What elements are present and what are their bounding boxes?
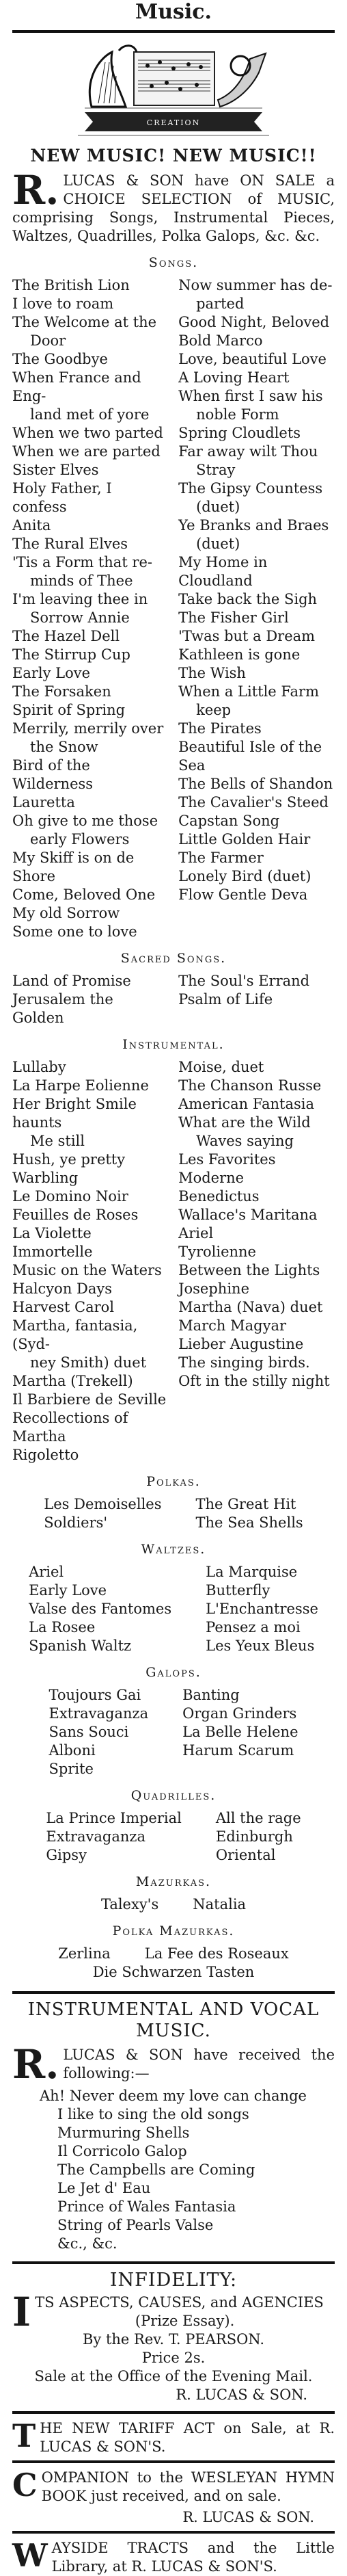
list-item: Stray — [196, 462, 236, 478]
list-item: Flow Gentle Deva — [178, 886, 308, 903]
list-item: the Snow — [30, 739, 98, 755]
list-item: Martha (Trekell) — [12, 1373, 133, 1389]
list-item: Lonely Bird (duet) — [178, 868, 311, 884]
list-item: Oft in the stilly night — [178, 1373, 330, 1389]
list-item: Moise, duet — [178, 1059, 264, 1075]
instruments-icon — [71, 38, 276, 140]
waltzes-list — [12, 1563, 335, 1655]
list-item: Sans Souci — [48, 1724, 129, 1740]
infidelity-line1: TS ASPECTS, CAUSES, and AGENCIES — [35, 2294, 324, 2311]
infidelity-price: Price 2s. — [141, 2350, 206, 2366]
tariff-dropcap: T — [12, 2417, 36, 2454]
list-item: Harum Scarum — [182, 1742, 294, 1759]
list-item: Merrily, merrily over — [12, 720, 164, 737]
list-item: Il Barbiere de Seville — [12, 1391, 167, 1408]
list-item: Psalm of Life — [178, 991, 273, 1008]
list-item: March Magyar — [178, 1317, 287, 1334]
list-item: Ah! Never deem my love can change — [40, 2088, 307, 2104]
list-item: Music on the Waters — [12, 1262, 162, 1278]
list-item: Murmuring Shells — [57, 2125, 190, 2141]
list-item: The Wish — [178, 665, 246, 681]
quadrilles-left-column — [46, 1809, 182, 1865]
waltzes-heading: Waltzes. — [141, 1542, 206, 1557]
songs-list — [12, 276, 335, 941]
infidelity-title: INFIDELITY: — [109, 2270, 238, 2291]
list-item: My Home in Cloudland — [178, 554, 268, 589]
list-item: Les Favorites Moderne — [178, 1151, 276, 1186]
list-item: Benedictus — [178, 1188, 260, 1205]
intro-paragraph — [12, 167, 335, 246]
galops-right-column — [182, 1686, 298, 1778]
list-item: Spirit of Spring — [12, 702, 126, 718]
list-item: Oh give to me those — [12, 813, 158, 829]
list-item: Talexy's — [100, 1896, 159, 1913]
polka-mazurkas-right-column — [145, 1945, 289, 1963]
instrumental-ad-text: LUCAS & SON have received the following:— — [63, 2047, 335, 2081]
list-item: 'Twas but a Dream — [178, 628, 316, 644]
intro-dropcap: R. — [12, 167, 59, 213]
list-item: Alboni — [48, 1742, 96, 1759]
list-item: Early Love — [29, 1582, 107, 1599]
list-item: When France and Eng- — [12, 369, 141, 404]
polka-mazurkas-left-column — [58, 1945, 111, 1963]
waltzes-right-column — [206, 1563, 318, 1655]
list-item: Beautiful Isle of the Sea — [178, 739, 322, 774]
list-item: Edinburgh — [215, 1828, 293, 1845]
list-item: The Cavalier's Steed — [178, 794, 329, 811]
list-item: Recollections of Martha — [12, 1410, 128, 1445]
list-item: Valse des Fantomes — [29, 1601, 172, 1617]
list-item: 'Tis a Form that re- — [12, 554, 152, 570]
list-item: Prince of Wales Fantasia — [57, 2198, 236, 2215]
list-item: Far away wilt Thou — [178, 443, 318, 460]
list-item: Oriental — [215, 1847, 276, 1863]
list-item: The Gipsy Countess — [178, 480, 323, 497]
hymn-seller: R. LUCAS & SON. — [182, 2509, 314, 2525]
list-item: When a Little Farm — [178, 683, 320, 700]
list-item: &c., &c. — [57, 2235, 117, 2252]
infidelity-sale: Sale at the Office of the Evening Mail. — [34, 2368, 313, 2384]
list-item: Les Yeux Bleus — [206, 1638, 315, 1654]
list-item: The Hazel Dell — [12, 628, 120, 644]
list-item: Door — [30, 332, 66, 349]
divider — [12, 2411, 335, 2414]
list-item: minds of Thee — [30, 573, 133, 589]
list-item: What are the Wild — [178, 1114, 311, 1131]
list-item: The Welcome at the — [12, 314, 157, 330]
list-item: Tyrolienne — [178, 1244, 256, 1260]
list-item: I'm leaving thee in — [12, 591, 148, 607]
list-item: Josephine — [178, 1280, 249, 1297]
list-item: La Marquise — [206, 1564, 298, 1580]
music-banner-illustration — [12, 37, 335, 141]
list-item: early Flowers — [30, 831, 130, 847]
list-item: The Chanson Russe — [178, 1077, 322, 1094]
hymn-ad — [12, 2469, 335, 2527]
list-item: ney Smith) duet — [30, 1354, 147, 1371]
list-item: Me still — [30, 1133, 85, 1149]
polka-mazurkas-list — [12, 1945, 335, 1963]
list-item: Love, beautiful Love — [178, 351, 327, 367]
instrumental-ad-dropcap: R. — [12, 2041, 59, 2088]
mazurkas-right-column — [193, 1895, 246, 1914]
list-item: Il Corricolo Galop — [57, 2143, 187, 2159]
list-item: keep — [196, 702, 232, 718]
list-item: Early Love — [12, 665, 91, 681]
section-header: Music. — [135, 0, 212, 24]
list-item: Gipsy — [46, 1847, 87, 1863]
intro-text: LUCAS & SON have ON SALE a CHOICE SELECTION of MUSIC, comprising Songs, Instrumental Pieces, Waltzes, Quadrilles, Polka Galops, &c. &c. — [12, 172, 335, 244]
list-item: Some one to love — [12, 923, 137, 940]
quadrilles-right-column — [216, 1809, 301, 1865]
list-item: Now summer has de- — [178, 277, 333, 293]
list-item: La Rosee — [29, 1619, 96, 1635]
list-item: String of Pearls Valse — [57, 2217, 214, 2233]
hymn-dropcap: C — [12, 2467, 38, 2503]
songs-heading: Songs. — [148, 255, 199, 270]
list-item: Butterfly — [206, 1582, 270, 1599]
list-item: La Violette Immortelle — [12, 1225, 93, 1260]
svg-text:CREATION: CREATION — [146, 118, 201, 127]
list-item: Banting — [182, 1687, 240, 1703]
list-item: Lieber Augustine — [178, 1336, 304, 1352]
infidelity-author: By the Rev. T. PEARSON. — [82, 2331, 265, 2348]
list-item: La Fee des Roseaux — [144, 1945, 289, 1962]
list-item: When first I saw his — [178, 388, 323, 404]
list-item: The Campbells are Coming — [57, 2161, 255, 2178]
list-item: Her Bright Smile haunts — [12, 1096, 137, 1131]
list-item: Anita — [12, 517, 51, 534]
mazurkas-left-column — [101, 1895, 158, 1914]
polkas-list — [12, 1495, 335, 1532]
list-item: La Prince Imperial — [46, 1810, 182, 1826]
wayside-dropcap: W — [12, 2537, 48, 2574]
divider — [12, 1991, 335, 1994]
list-item: Good Night, Beloved — [178, 314, 330, 330]
list-item: La Belle Helene — [182, 1724, 299, 1740]
galops-left-column — [48, 1686, 148, 1778]
list-item: Lauretta — [12, 794, 75, 811]
list-item: Lullaby — [12, 1059, 66, 1075]
songs-right-column — [178, 276, 335, 941]
polkas-right-column — [196, 1495, 303, 1532]
galops-heading: Galops. — [145, 1665, 202, 1680]
infidelity-dropcap: I — [12, 2289, 31, 2335]
list-item: All the rage — [215, 1810, 301, 1826]
list-item: Spring Cloudlets — [178, 425, 301, 441]
infidelity-seller: R. LUCAS & SON. — [176, 2387, 307, 2403]
list-item: I love to roam — [12, 295, 114, 312]
instrumental-ad-items — [40, 2087, 335, 2253]
list-item: The Stirrup Cup — [12, 646, 130, 663]
list-item: The Bells of Shandon — [178, 776, 333, 792]
list-item: A Loving Heart — [178, 369, 290, 386]
list-item: Zerlina — [58, 1945, 111, 1962]
list-item: Between the Lights — [178, 1262, 320, 1278]
list-item: Les Demoiselles — [44, 1496, 162, 1512]
songs-left-column — [12, 276, 169, 941]
list-item: Hush, ye pretty Warbling — [12, 1151, 126, 1186]
sacred-list — [12, 972, 335, 1027]
list-item: My Skiff is on de Shore — [12, 850, 135, 884]
waltzes-left-column — [29, 1563, 171, 1655]
list-item: (duet) — [196, 499, 240, 515]
instrumental-heading: Instrumental. — [122, 1037, 225, 1052]
sacred-left-column — [12, 972, 169, 1027]
list-item: Spanish Waltz — [29, 1638, 132, 1654]
list-item: American Fantasia — [178, 1096, 314, 1112]
list-item: Capstan Song — [178, 813, 280, 829]
list-item: The Forsaken — [12, 683, 111, 700]
list-item: Harvest Carol — [12, 1299, 115, 1315]
list-item: Holy Father, I confess — [12, 480, 112, 515]
divider — [12, 2460, 335, 2463]
list-item: Extravaganza — [46, 1828, 145, 1845]
polkas-left-column — [44, 1495, 161, 1532]
list-item: Bold Marco — [178, 332, 263, 349]
instrumental-ad-title: INSTRUMENTAL AND VOCAL MUSIC. — [27, 1999, 320, 2041]
list-item: Natalia — [193, 1896, 247, 1913]
instrumental-ad-body — [12, 2041, 335, 2088]
list-item: I like to sing the old songs — [57, 2106, 249, 2122]
instrumental-left-column — [12, 1058, 169, 1464]
list-item: (duet) — [196, 536, 240, 552]
list-item: Organ Grinders — [182, 1705, 297, 1722]
instrumental-right-column — [178, 1058, 335, 1464]
list-item: Waves saying — [196, 1133, 294, 1149]
wayside-ad — [12, 2539, 335, 2576]
list-item: Wallace's Maritana — [178, 1207, 318, 1223]
mazurkas-list — [12, 1895, 335, 1914]
divider — [12, 2261, 335, 2264]
list-item: noble Form — [196, 406, 279, 423]
list-item: Bird of the Wilderness — [12, 757, 94, 792]
quadrilles-list — [12, 1809, 335, 1865]
list-item: Le Domino Noir — [12, 1188, 128, 1205]
list-item: Soldiers' — [44, 1514, 108, 1531]
list-item: Extravaganza — [48, 1705, 149, 1722]
list-item: The British Lion — [12, 277, 130, 293]
polka-mazurkas-heading: Polka Mazurkas. — [112, 1923, 235, 1938]
list-item: The Great Hit — [195, 1496, 296, 1512]
list-item: Halcyon Days — [12, 1280, 113, 1297]
list-item: Le Jet d' Eau — [57, 2180, 151, 2196]
list-item: Kathleen is gone — [178, 646, 301, 663]
list-item: The Rural Elves — [12, 536, 128, 552]
list-item: Little Golden Hair — [178, 831, 311, 847]
polka-mazurka-last: Die Schwarzen Tasten — [92, 1964, 255, 1980]
list-item: My old Sorrow — [12, 905, 120, 921]
list-item: Sister Elves — [12, 462, 99, 478]
list-item: Come, Beloved One — [12, 886, 156, 903]
instrumental-list — [12, 1058, 335, 1464]
list-item: parted — [196, 295, 245, 312]
list-item: The Fisher Girl — [178, 609, 289, 626]
tariff-ad — [12, 2419, 335, 2456]
list-item: land met of yore — [30, 406, 150, 423]
list-item: L'Enchantresse — [206, 1601, 318, 1617]
sacred-right-column — [178, 972, 335, 1027]
infidelity-body — [12, 2289, 335, 2335]
list-item: The Soul's Errand — [178, 973, 310, 989]
wayside-text: AYSIDE TRACTS and the Little Library, at R. LUCAS & SON'S. — [51, 2540, 335, 2575]
divider — [12, 2531, 335, 2534]
list-item: Martha, fantasia, (Syd- — [12, 1317, 138, 1352]
quadrilles-heading: Quadrilles. — [130, 1788, 217, 1803]
list-item: The Sea Shells — [195, 1514, 303, 1531]
galops-list — [12, 1686, 335, 1778]
list-item: Ye Branks and Braes — [178, 517, 329, 534]
list-item: When we two parted — [12, 425, 163, 441]
header-rule — [12, 30, 335, 33]
list-item: Feuilles de Roses — [12, 1207, 139, 1223]
list-item: The singing birds. — [178, 1354, 310, 1371]
list-item: Sprite — [48, 1761, 94, 1777]
list-item: When we are parted — [12, 443, 161, 460]
list-item: Take back the Sigh — [178, 591, 318, 607]
list-item: Jerusalem the Golden — [12, 991, 113, 1026]
list-item: Martha (Nava) duet — [178, 1299, 323, 1315]
mazurkas-heading: Mazurkas. — [135, 1874, 212, 1889]
list-item: The Pirates — [178, 720, 262, 737]
headline: NEW MUSIC! NEW MUSIC!! — [30, 146, 317, 166]
sacred-heading: Sacred Songs. — [120, 951, 227, 966]
list-item: Pensez a moi — [206, 1619, 301, 1635]
list-item: Land of Promise — [12, 973, 131, 989]
polkas-heading: Polkas. — [146, 1474, 201, 1489]
hymn-text: OMPANION to the WESLEYAN HYMN BOOK just received, and on sale. — [41, 2469, 335, 2504]
list-item: Toujours Gai — [48, 1687, 141, 1703]
list-item: Ariel — [29, 1564, 64, 1580]
list-item: Sorrow Annie — [30, 609, 130, 626]
list-item: The Farmer — [178, 850, 264, 866]
list-item: Ariel — [178, 1225, 214, 1241]
list-item: Rigoletto — [12, 1447, 79, 1463]
tariff-text: HE NEW TARIFF ACT on Sale, at R. LUCAS & SON'S. — [40, 2420, 335, 2455]
infidelity-line2: (Prize Essay). — [135, 2313, 235, 2329]
list-item: La Harpe Eolienne — [12, 1077, 149, 1094]
list-item: The Goodbye — [12, 351, 108, 367]
